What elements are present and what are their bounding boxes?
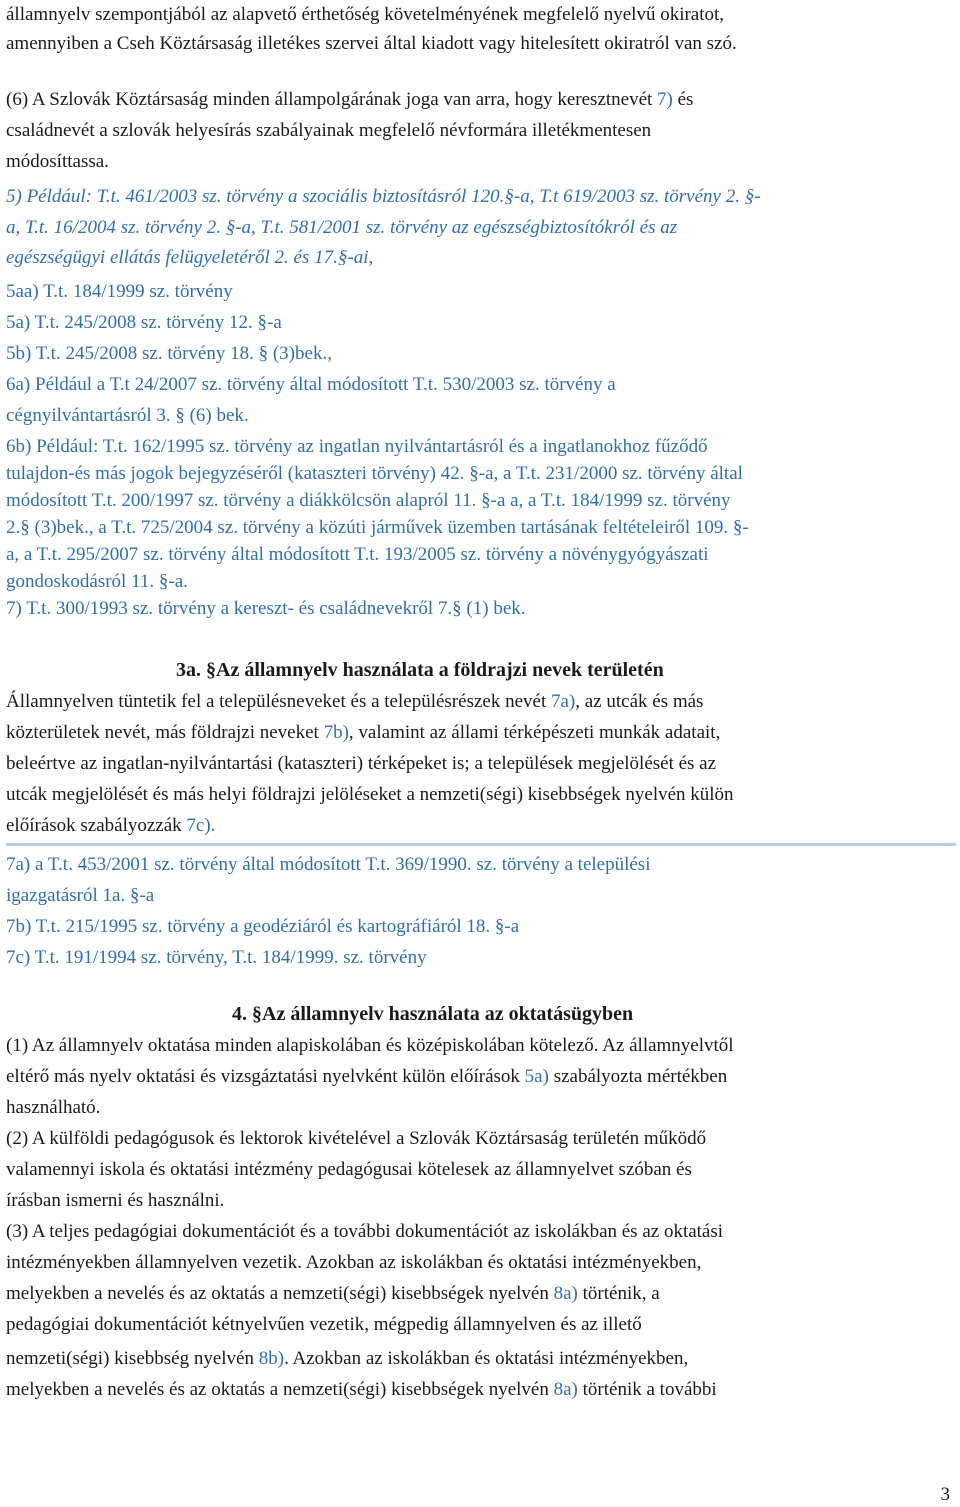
footnote-line: 5aa) T.t. 184/1999 sz. törvény — [6, 281, 233, 302]
text-line: melyekben a nevelés és az oktatás a nemzeti(ségi) kisebbségek nyelvén 8a) történik a további — [6, 1379, 717, 1400]
footnote-line: a, a T.t. 295/2007 sz. törvény által módosított T.t. 193/2005 sz. törvény a növénygyógyászati — [6, 544, 709, 565]
text-line: beleértve az ingatlan-nyilvántartási (kataszteri) térképeket is; a települések megjelölését és az — [6, 753, 717, 774]
text-line: Államnyelven tüntetik fel a településneveket és a településrészek nevét 7a), az utcák és más — [6, 691, 704, 712]
text-line: utcák megjelölését és más helyi földrajzi jelöléseket a nemzeti(ségi) kisebbségek nyelvén külön — [6, 784, 734, 805]
text-line: államnyelv szempontjából az alapvető érthetőség követelményének megfelelő nyelvű okiratot, — [6, 4, 725, 25]
text-line: amennyiben a Cseh Köztársaság illetékes szervei által kiadott vagy hitelesített okiratról van szó. — [6, 33, 737, 54]
section-divider — [6, 843, 956, 846]
text-line: családnevét a szlovák helyesírás szabályainak megfelelő névformára illetékmentesen — [6, 120, 652, 141]
footnote-line: 5b) T.t. 245/2008 sz. törvény 18. § (3)bek., — [6, 343, 332, 364]
footnote-line: igazgatásról 1a. §-a — [6, 885, 155, 906]
footnote-ref[interactable]: 7a) — [550, 691, 576, 712]
footnote-ref[interactable]: 7b) — [323, 722, 349, 743]
text-line: használható. — [6, 1097, 101, 1118]
text-line: intézményekben államnyelven vezetik. Azokban az iskolákban és oktatási intézményekben, — [6, 1252, 702, 1273]
text-line: (2) A külföldi pedagógusok és lektorok kivételével a Szlovák Köztársaság területén működő — [6, 1128, 707, 1149]
text-line: pedagógiai dokumentációt kétnyelvűen vezetik, mégpedig államnyelven és az illető — [6, 1314, 642, 1335]
footnote-line: a, T.t. 16/2004 sz. törvény 2. §-a, T.t. 581/2001 sz. törvény az egészségbiztosítókról és az — [6, 217, 678, 238]
footnote-line: cégnyilvántartásról 3. § (6) bek. — [6, 405, 249, 426]
footnote-ref[interactable]: 7) — [657, 89, 673, 110]
text-line: valamennyi iskola és oktatási intézmény pedagógusai kötelesek az államnyelvet szóban és — [6, 1159, 692, 1180]
footnote-line: tulajdon-és más jogok bejegyzéséről (kataszteri törvény) 42. §-a, a T.t. 231/2000 sz. törvény által — [6, 463, 743, 484]
text-line: (3) A teljes pedagógiai dokumentációt és a további dokumentációt az iskolákban és az oktatási — [6, 1221, 724, 1242]
footnote-line: 5a) T.t. 245/2008 sz. törvény 12. §-a — [6, 312, 282, 333]
text-line: előírások szabályozzák 7c). — [6, 815, 216, 836]
footnote-line: 7) T.t. 300/1993 sz. törvény a kereszt- és családnevekről 7.§ (1) bek. — [6, 598, 526, 619]
footnote-ref[interactable]: 8a) — [553, 1283, 578, 1304]
footnote-line: 7a) a T.t. 453/2001 sz. törvény által módosított T.t. 369/1990. sz. törvény a települési — [6, 854, 651, 875]
section-heading: 3a. §Az államnyelv használata a földrajzi nevek területén — [176, 659, 664, 681]
text-line: eltérő más nyelv oktatási és vizsgáztatási nyelvként külön előírások 5a) szabályozta mértékben — [6, 1066, 728, 1087]
text-line: (6) A Szlovák Köztársaság minden állampolgárának joga van arra, hogy keresztnevét 7) és — [6, 89, 694, 110]
footnote-ref[interactable]: 8a) — [553, 1379, 578, 1400]
footnote-line: módosított T.t. 200/1997 sz. törvény a diákkölcsön alapról 11. §-a a, a T.t. 184/1999 sz. törvény — [6, 490, 731, 511]
footnote-line: 5) Például: T.t. 461/2003 sz. törvény a szociális biztosításról 120.§-a, T.t 619/2003 sz. törvény 2. §- — [6, 186, 761, 207]
text-line: (1) Az államnyelv oktatása minden alapiskolában és középiskolában kötelező. Az államnyelvtől — [6, 1035, 734, 1056]
text-line: melyekben a nevelés és az oktatás a nemzeti(ségi) kisebbségek nyelvén 8a) történik, a — [6, 1283, 660, 1304]
text-line: közterületek nevét, más földrajzi neveket 7b), valamint az állami térképészeti munkák adatait, — [6, 722, 721, 743]
footnote-line: 2.§ (3)bek., a T.t. 725/2004 sz. törvény a közúti járművek üzemben tartásának feltételeiről 109. §- — [6, 517, 749, 538]
footnote-line: 7b) T.t. 215/1995 sz. törvény a geodéziáról és kartográfiáról 18. §-a — [6, 916, 520, 937]
footnote-line: 6a) Például a T.t 24/2007 sz. törvény által módosított T.t. 530/2003 sz. törvény a — [6, 374, 616, 395]
text-line: nemzeti(ségi) kisebbség nyelvén 8b). Azokban az iskolákban és oktatási intézményekben, — [6, 1348, 689, 1369]
section-heading: 4. §Az államnyelv használata az oktatásügyben — [232, 1003, 634, 1025]
footnote-line: 7c) T.t. 191/1994 sz. törvény, T.t. 184/1999. sz. törvény — [6, 947, 427, 968]
footnote-ref[interactable]: 7c). — [186, 815, 216, 836]
text-line: írásban ismerni és használni. — [6, 1190, 225, 1211]
footnote-ref[interactable]: 5a) — [524, 1066, 549, 1087]
footnote-line: egészségügyi ellátás felügyeletéről 2. és 17.§-ai, — [6, 247, 374, 268]
footnote-line: 6b) Például: T.t. 162/1995 sz. törvény az ingatlan nyilvántartásról és a ingatlanokhoz fűződő — [6, 436, 708, 457]
footnote-line: gondoskodásról 11. §-a. — [6, 571, 188, 592]
footnote-ref[interactable]: 8b) — [258, 1348, 285, 1369]
text-line: módosíttassa. — [6, 151, 109, 172]
page-number: 3 — [940, 1484, 950, 1505]
